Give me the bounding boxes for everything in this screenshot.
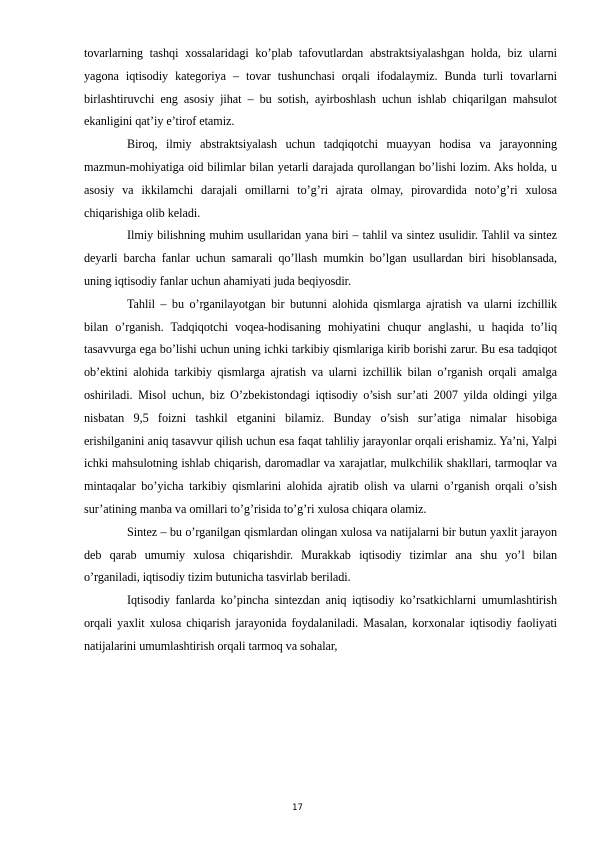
- document-page: [84, 42, 557, 658]
- paragraph-5: Sintez – bu o’rganilgan qismlardan olingan xulosa va natijalarni bir butun yaxlit jarayon deb qarab umumiy xulosa chiqarishdir. Murakkab iqtisodiy tizimlar ana shu yo’l bilan o’rganiladi, iqtisodiy tizim butunicha tasvirlab beriladi.: [84, 524, 557, 585]
- page-number: 17: [292, 803, 303, 813]
- paragraph-6: Iqtisodiy fanlarda ko’pincha sintezdan aniq iqtisodiy ko’rsatkichlarni umumlashtirish orqali yaxlit xulosa chiqarish jarayonida foydalaniladi. Masalan, korxonalar iqtisodiy faoliyati natijalarini umumlashtirish orqali tarmoq va sohalar,: [84, 593, 557, 653]
- paragraph-2: Biroq, ilmiy abstraktsiyalash uchun tadqiqotchi muayyan hodisa va jarayonning mazmun-mohiyatiga oid bilimlar bilan yetarli darajada qurollangan bo’lishi lozim. Aks holda, u asosiy va ikkilamchi darajali omillarni to’g’ri ajrata olmay, pirovardida noto’g’ri xulosa chiqarishiga olib keladi.: [84, 137, 557, 220]
- paragraph-1: tovarlarning tashqi xossalaridagi ko’plab tafovutlardan abstraktsiyalashgan holda, biz ularni yagona iqtisodiy kategoriya – tovar tushunchasi orqali ifodalaymiz. Bunda turli tovarlarni birlashtiruvchi eng asosiy jihat – bu sotish, ayirboshlash uchun ishlab chiqarilgan mahsulot ekanligini qat’iy e’tirof etamiz.: [84, 46, 557, 129]
- paragraph-3: Ilmiy bilishning muhim usullaridan yana biri – tahlil va sintez usulidir. Tahlil va sintez deyarli barcha fanlar uchun samarali qo’llash mumkin bo’lgan usullardan biri hisoblansada, uning iqtisodiy fanlar uchun ahamiyati juda beqiyosdir.: [84, 228, 557, 288]
- paragraph-4: Tahlil – bu o’rganilayotgan bir butunni alohida qismlarga ajratish va ularni izchillik bilan o’rganish. Tadqiqotchi voqea-hodisaning mohiyatini chuqur anglashi, u haqida to’liq tasavvurga ega bo’lishi uchun uning ichki tarkibiy qismlariga kirib borishi zarur. Bu esa tadqiqot ob’ektini alohida tarkibiy qismlarga ajratish va ularni izchillik bilan o’rganish orqali amalga oshiriladi. Misol uchun, biz O’zbekistondagi iqtisodiy o’sish sur’ati 2007 yilda oldingi yilga nisbatan 9,5 foizni tashkil etganini bilamiz. Bunday o’sish sur’atiga nimalar hisobiga erishilganini aniq tasavvur qilish uchun esa faqat tahliliy jarayonlar orqali erishamiz. Ya’ni, Yalpi ichki mahsulotning ishlab chiqarish, daromadlar va xarajatlar, mulkchilik shakllari, tarmoqlar va mintaqalar bo’yicha tarkibiy qismlarini alohida ajratib olish va ularni o’rganish orqali o’sish sur’atining manba va omillari to’g’risida to’g’ri xulosa chiqara olamiz.: [84, 296, 557, 516]
